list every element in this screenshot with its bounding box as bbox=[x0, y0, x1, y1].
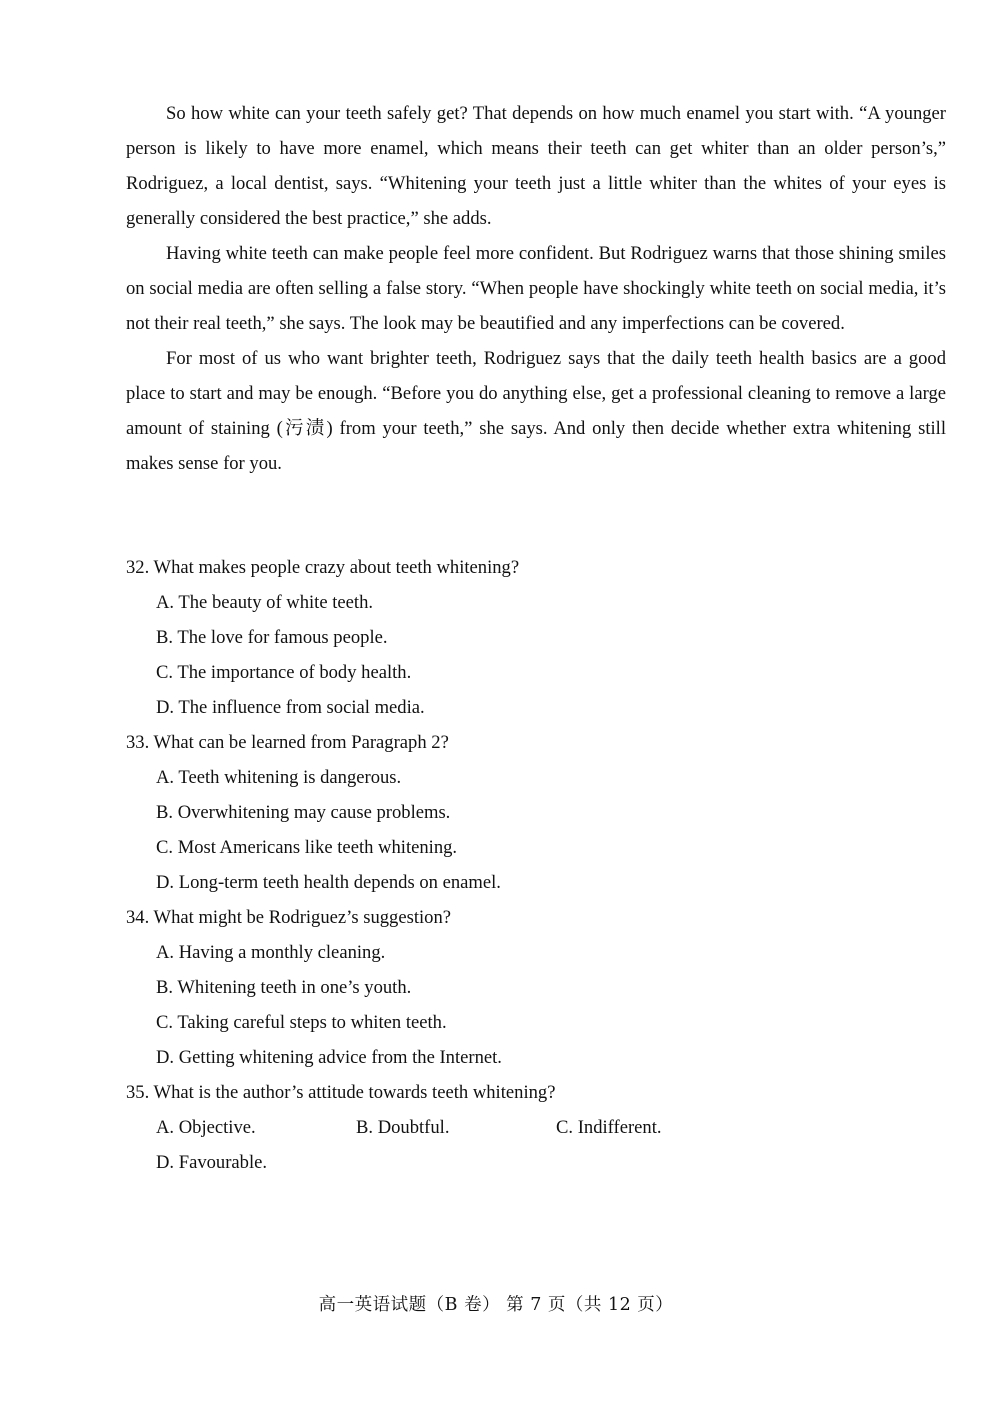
option-group bbox=[126, 585, 946, 725]
question-stem: 32. What makes people crazy about teeth whitening? bbox=[126, 557, 520, 578]
option-c: C. The importance of body health. bbox=[156, 662, 412, 683]
option-d: D. The influence from social media. bbox=[156, 697, 425, 718]
question-stem: 35. What is the author’s attitude towards teeth whitening? bbox=[126, 1082, 556, 1103]
option-b: B. The love for famous people. bbox=[156, 627, 388, 648]
option-c: C. Taking careful steps to whiten teeth. bbox=[156, 1012, 447, 1033]
option-b: B. Doubtful. bbox=[356, 1117, 450, 1138]
question-stem: 33. What can be learned from Paragraph 2? bbox=[126, 732, 449, 753]
option-c: C. Indifferent. bbox=[556, 1117, 662, 1138]
question-list bbox=[126, 550, 946, 1180]
question-stem: 34. What might be Rodriguez’s suggestion? bbox=[126, 907, 451, 928]
option-group bbox=[126, 760, 946, 900]
option-a: A. Objective. bbox=[156, 1117, 256, 1138]
option-d: D. Long-term teeth health depends on enamel. bbox=[156, 872, 501, 893]
reading-passage bbox=[126, 96, 946, 481]
option-c: C. Most Americans like teeth whitening. bbox=[156, 837, 458, 858]
option-group bbox=[126, 935, 946, 1075]
option-group bbox=[126, 1110, 946, 1180]
passage-paragraph-3: For most of us who want brighter teeth, Rodriguez says that the daily teeth health basics are a good place to start and may be enough. “Before you do anything else, get a professional cleaning to remove a large amount of staining (污渍) from your teeth,” she says. And only then decide whether extra whitening still makes sense for you. bbox=[126, 348, 946, 474]
passage-paragraph-1: So how white can your teeth safely get? That depends on how much enamel you start with. “A younger person is likely to have more enamel, which means their teeth can get whiter than an older person’s,” Rodriguez, a local dentist, says. “Whitening your teeth just a little whiter than the whites of your eyes is generally considered the best practice,” she adds. bbox=[126, 103, 946, 229]
question-34 bbox=[126, 900, 946, 1075]
option-a: A. Teeth whitening is dangerous. bbox=[156, 767, 402, 788]
question-32 bbox=[126, 550, 946, 725]
question-35 bbox=[126, 1075, 946, 1180]
option-a: A. Having a monthly cleaning. bbox=[156, 942, 386, 963]
question-33 bbox=[126, 725, 946, 900]
option-d: D. Favourable. bbox=[156, 1152, 268, 1173]
option-b: B. Overwhitening may cause problems. bbox=[156, 802, 451, 823]
passage-paragraph-2: Having white teeth can make people feel more confident. But Rodriguez warns that those shining smiles on social media are often selling a false story. “When people have shockingly white teeth on social media, it’s not their real teeth,” she says. The look may be beautified and any imperfections can be covered. bbox=[126, 243, 946, 334]
option-d: D. Getting whitening advice from the Internet. bbox=[156, 1047, 502, 1068]
option-b: B. Whitening teeth in one’s youth. bbox=[156, 977, 412, 998]
page-footer: 高一英语试题（B 卷） 第 7 页（共 12 页） bbox=[318, 1295, 674, 1315]
option-a: A. The beauty of white teeth. bbox=[156, 592, 374, 613]
